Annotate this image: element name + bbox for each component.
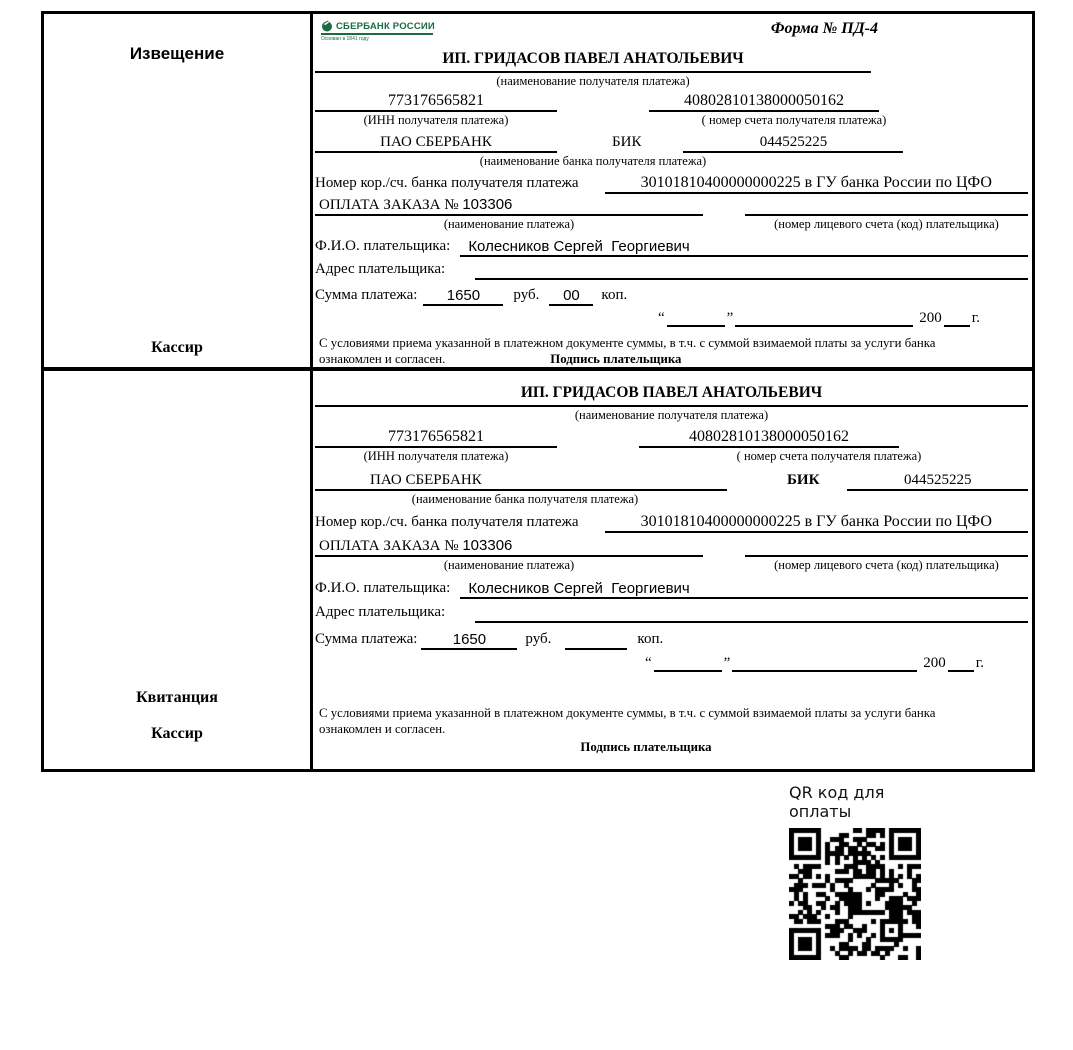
order-label: ОПЛАТА ЗАКАЗА № — [319, 538, 463, 554]
payment-name-row — [315, 194, 1028, 217]
inn-account-row — [315, 89, 1028, 112]
payment-captions-row — [315, 216, 1028, 233]
order-number: 103306 — [462, 537, 513, 554]
recipient-name-caption: (наименование получателя платежа) — [496, 73, 690, 88]
order-label: ОПЛАТА ЗАКАЗА № — [319, 197, 463, 214]
account-field: 40802810138000050162 — [639, 428, 899, 448]
rub-label: руб. — [513, 287, 540, 303]
sum-label: Сумма платежа: — [315, 631, 418, 647]
inn-account-captions — [315, 448, 1028, 465]
inn-caption: (ИНН получателя платежа) — [363, 112, 509, 127]
payment-name-caption: (наименование платежа) — [443, 217, 575, 232]
quote-close: ” — [726, 310, 734, 326]
sum-row — [315, 280, 1028, 306]
sum-row — [315, 623, 1028, 650]
agreement-text — [315, 705, 1028, 755]
agreement-line1: С условиями приема указанной в платежном документе суммы, в т.ч. с суммой взимаемой платы за услуги банка — [319, 706, 936, 720]
quote-open: “ — [657, 310, 665, 326]
corr-account-row — [315, 508, 1028, 533]
bank-header-row — [315, 20, 1028, 51]
bik-field: 044525225 — [847, 472, 1028, 491]
bik-field: 044525225 — [683, 134, 903, 153]
bank-name-field: ПАО СБЕРБАНК — [315, 472, 727, 491]
payment-name-caption: (наименование платежа) — [443, 558, 575, 572]
fio-label: Ф.И.О. плательщика: — [315, 238, 451, 255]
cashier-label: Кассир — [151, 339, 203, 356]
inn-caption: (ИНН получателя платежа) — [363, 449, 509, 463]
recipient-name-caption: (наименование получателя платежа) — [574, 408, 769, 422]
payer-signature-label: Подпись плательщика — [580, 740, 712, 754]
date-day-field — [667, 325, 725, 327]
rub-label: руб. — [525, 631, 552, 647]
section-receipt — [44, 371, 1032, 769]
corr-account-row — [315, 170, 1028, 194]
notice-content — [313, 14, 1032, 367]
notice-left-column — [44, 14, 313, 367]
quote-close: ” — [723, 655, 731, 671]
sberbank-logo-text: СБЕРБАНК РОССИИ — [336, 20, 435, 32]
notice-title: Извещение — [129, 44, 225, 63]
payer-address-row — [315, 257, 1028, 280]
receipt-content — [313, 371, 1032, 769]
kop-label: коп. — [637, 631, 664, 647]
date-row — [315, 650, 984, 672]
payer-address-row — [315, 599, 1028, 623]
fio-field: Колесников Сергей Георгиевич — [460, 580, 1028, 599]
account-caption: ( номер счета получателя платежа) — [736, 449, 922, 463]
date-month-field — [735, 325, 913, 327]
date-year-field — [948, 670, 974, 672]
account-caption: ( номер счета получателя платежа) — [701, 112, 887, 127]
address-label: Адрес плательщика: — [315, 604, 446, 620]
sberbank-logo — [321, 20, 433, 42]
sum-kop-field: 00 — [549, 287, 593, 306]
agreement-line2: ознакомлен и согласен. — [319, 722, 446, 736]
payment-name-field — [315, 196, 703, 216]
sum-rub-field: 1650 — [423, 287, 503, 306]
year-suffix: г. — [971, 310, 980, 326]
date-day-field — [654, 670, 722, 672]
receipt-left-column — [44, 371, 313, 769]
kop-label: коп. — [601, 287, 628, 303]
corr-field: 30101810400000000225 в ГУ банка России по ЦФО — [605, 174, 1028, 194]
bank-bik-row — [315, 465, 1028, 491]
address-label: Адрес плательщика: — [315, 261, 446, 278]
recipient-name-row — [315, 385, 1028, 407]
payer-fio-row — [315, 574, 1028, 599]
agreement-text — [315, 335, 1028, 367]
inn-field: 773176565821 — [315, 92, 557, 112]
recipient-name: ИП. ГРИДАСОВ ПАВЕЛ АНАТОЛЬЕВИЧ — [315, 384, 1028, 407]
qr-section — [789, 783, 949, 960]
section-notice — [44, 14, 1032, 371]
date-year-field — [944, 325, 970, 327]
qr-label: QR код для оплаты — [789, 783, 885, 821]
bank-caption: (наименование банка получателя платежа) — [479, 154, 707, 169]
corr-label: Номер кор./сч. банка получателя платежа — [315, 514, 579, 530]
payer-fio-row — [315, 233, 1028, 257]
account-field: 40802810138000050162 — [649, 92, 879, 112]
bik-label: БИК — [787, 472, 820, 488]
year-prefix: 200 — [919, 310, 942, 326]
agreement-line2: ознакомлен и согласен. — [319, 352, 446, 366]
cashier-label: Кассир — [151, 725, 203, 742]
payment-name-row — [315, 533, 1028, 557]
inn-field: 773176565821 — [315, 428, 557, 448]
inn-account-captions — [315, 112, 1028, 129]
payment-name-field — [315, 537, 703, 557]
agreement-line1: С условиями приема указанной в платежном документе суммы, в т.ч. с суммой взимаемой платы за услуги банка — [319, 336, 936, 350]
corr-label: Номер кор./сч. банка получателя платежа — [315, 174, 579, 191]
bank-bik-row — [315, 129, 1028, 154]
payer-signature-label: Подпись плательщика — [550, 352, 682, 366]
date-month-field — [732, 670, 917, 672]
form-number-label: Форма № ПД-4 — [770, 20, 878, 37]
sberbank-coin-icon — [321, 20, 333, 32]
year-prefix: 200 — [923, 655, 946, 671]
quote-open: “ — [644, 655, 652, 671]
bank-caption: (наименование банка получателя платежа) — [411, 492, 639, 506]
order-number: 103306 — [462, 196, 513, 214]
sum-rub-field: 1650 — [421, 631, 517, 650]
fio-field: Колесников Сергей Георгиевич — [460, 238, 1028, 257]
receipt-title: Квитанция — [136, 689, 218, 706]
bik-label: БИК — [612, 134, 642, 151]
personal-account-caption: (номер лицевого счета (код) плательщика) — [774, 217, 999, 232]
sum-label: Сумма платежа: — [315, 287, 418, 303]
sberbank-logo-tagline: Основан в 1841 году — [321, 36, 369, 42]
year-suffix: г. — [975, 655, 984, 671]
recipient-name: ИП. ГРИДАСОВ ПАВЕЛ АНАТОЛЬЕВИЧ — [315, 50, 871, 73]
inn-account-row — [315, 424, 1028, 448]
payment-captions-row — [315, 557, 1028, 574]
corr-field: 30101810400000000225 в ГУ банка России по ЦФО — [605, 513, 1028, 533]
fio-label: Ф.И.О. плательщика: — [315, 580, 451, 596]
payment-form-pd4 — [41, 11, 1035, 772]
recipient-name-row — [315, 51, 1028, 73]
date-row — [315, 306, 980, 327]
qr-code — [789, 828, 921, 960]
personal-account-caption: (номер лицевого счета (код) плательщика) — [774, 558, 999, 572]
bank-name-field: ПАО СБЕРБАНК — [315, 134, 557, 153]
